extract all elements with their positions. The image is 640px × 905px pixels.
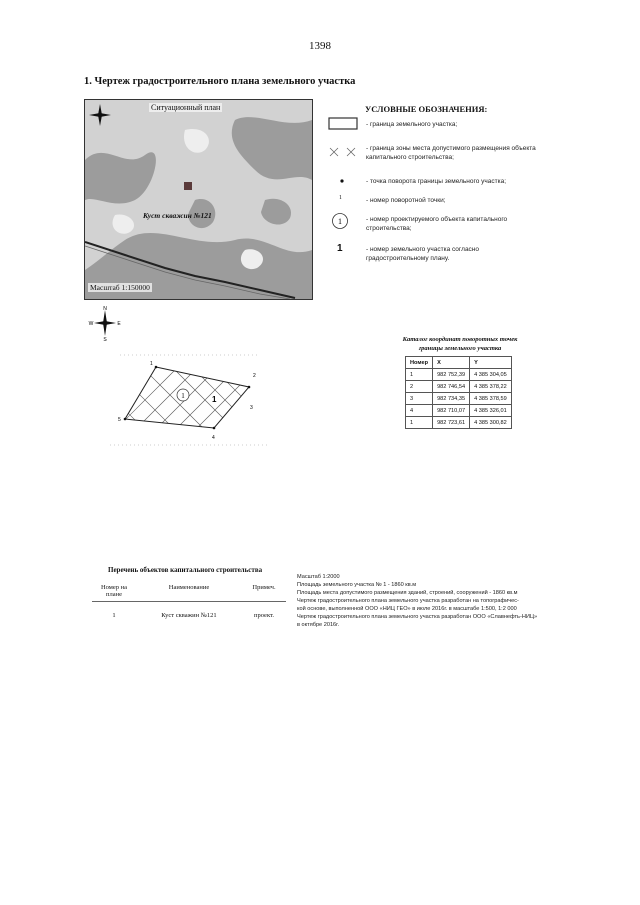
map-image (85, 100, 312, 299)
coord-number: 4 (406, 405, 433, 417)
compass-s: S (103, 337, 107, 341)
legend-item-point-number: - номер поворотной точки; (366, 197, 446, 204)
table-row (406, 381, 512, 393)
page-number: 1398 (309, 40, 331, 52)
objects-header-name: Наименование (136, 581, 242, 602)
objects-header-row (92, 581, 286, 602)
coord-number: 1 (406, 369, 433, 381)
coord-y: 4 385 304,05 (470, 369, 512, 381)
plot-location-marker (184, 182, 192, 190)
map-scale: Масштаб 1:150000 (90, 283, 150, 292)
note-line: в октябре 2016г. (297, 622, 340, 628)
coord-x: 982 734,35 (433, 393, 470, 405)
coord-x: 982 746,54 (433, 381, 470, 393)
plot-drawing (90, 315, 280, 465)
coord-header-x: X (433, 357, 470, 369)
coord-y: 4 385 378,22 (470, 381, 512, 393)
map-compass-icon (88, 103, 112, 127)
coordinates-header-row (406, 357, 512, 369)
coord-number: 3 (406, 393, 433, 405)
compass-w: W (88, 321, 94, 327)
point-label-2: 2 (253, 373, 256, 379)
section-title: 1. Чертеж градостроительного плана земельного участка (84, 76, 356, 87)
note-line: Чертеж градостроительного плана земельного участка разработан ООО «Славнефть-НИЦ» (297, 614, 538, 620)
coord-y: 4 385 378,59 (470, 393, 512, 405)
object-number: 1 (181, 392, 185, 400)
compass-e: E (117, 321, 121, 327)
map-label: Куст скважин №121 (143, 211, 212, 220)
coord-x: 982 710,07 (433, 405, 470, 417)
plot-number: 1 (212, 395, 217, 404)
situation-map (84, 99, 313, 300)
legend-item-zone: - граница зоны места допустимого размещения объекта капитального строительства; (366, 145, 536, 161)
circled-number-icon (331, 212, 349, 230)
object-name-cell: Куст скважин №121 (161, 612, 217, 619)
object-number-cell: 1 (112, 612, 116, 619)
objects-table (92, 581, 286, 622)
coord-y: 4 385 300,82 (470, 417, 512, 429)
svg-text:1: 1 (338, 217, 342, 226)
notes-block (297, 573, 552, 629)
legend-item-point: - точка поворота границы земельного участка; (366, 178, 507, 185)
object-note-cell: проект. (254, 612, 274, 619)
point-label-1: 1 (150, 361, 153, 367)
legend-item-boundary: - граница земельного участка; (366, 121, 458, 128)
note-line: Площадь места допустимого размещения зданий, строений, сооружений - 1860 кв.м (297, 590, 518, 596)
coordinates-table (405, 356, 512, 429)
coord-header-number: Номер (406, 357, 433, 369)
note-line: Масштаб 1:2000 (297, 574, 340, 580)
turning-point-dot-icon (338, 177, 346, 185)
coord-header-y: Y (470, 357, 512, 369)
objects-title: Перечень объектов капитального строительства (108, 566, 263, 574)
table-row (92, 602, 286, 623)
table-row (406, 393, 512, 405)
coord-x: 982 752,39 (433, 369, 470, 381)
objects-header-note: Примеч. (242, 581, 286, 602)
table-row (406, 405, 512, 417)
note-line: кой основе, выполненной ООО «НИЦ ГЕО» в июле 2016г. в масштабе 1:500, 1:2 000 (297, 606, 517, 612)
objects-header-number: Номер на плане (92, 581, 136, 602)
coord-y: 4 385 326,01 (470, 405, 512, 417)
coord-x: 982 723,61 (433, 417, 470, 429)
compass-n: N (103, 306, 107, 312)
zone-crosses-icon (328, 146, 358, 160)
boundary-symbol-icon (328, 117, 358, 131)
point-label-5: 5 (118, 417, 121, 423)
map-title: Ситуационный план (151, 103, 221, 112)
coordinates-caption: Каталог координат поворотных точек границы земельного участка (402, 336, 518, 352)
point-label-3: 3 (250, 405, 253, 411)
legend-item-object-number: - номер проектируемого объекта капитального строительства; (366, 216, 508, 232)
plot-number-symbol: 1 (337, 243, 343, 254)
note-line: Площадь земельного участка № 1 - 1860 кв.м (297, 582, 417, 588)
table-row (406, 417, 512, 429)
legend-item-plot-number: - номер земельного участка согласно градостроительному плану. (366, 246, 480, 262)
table-row (406, 369, 512, 381)
point-number-symbol: 1 (339, 195, 342, 201)
note-line: Чертеж градостроительного плана земельного участка разработан на топографичес- (297, 598, 519, 604)
point-label-4: 4 (212, 435, 215, 441)
legend-title: УСЛОВНЫЕ ОБОЗНАЧЕНИЯ: (365, 104, 488, 114)
coord-number: 1 (406, 417, 433, 429)
coord-number: 2 (406, 381, 433, 393)
